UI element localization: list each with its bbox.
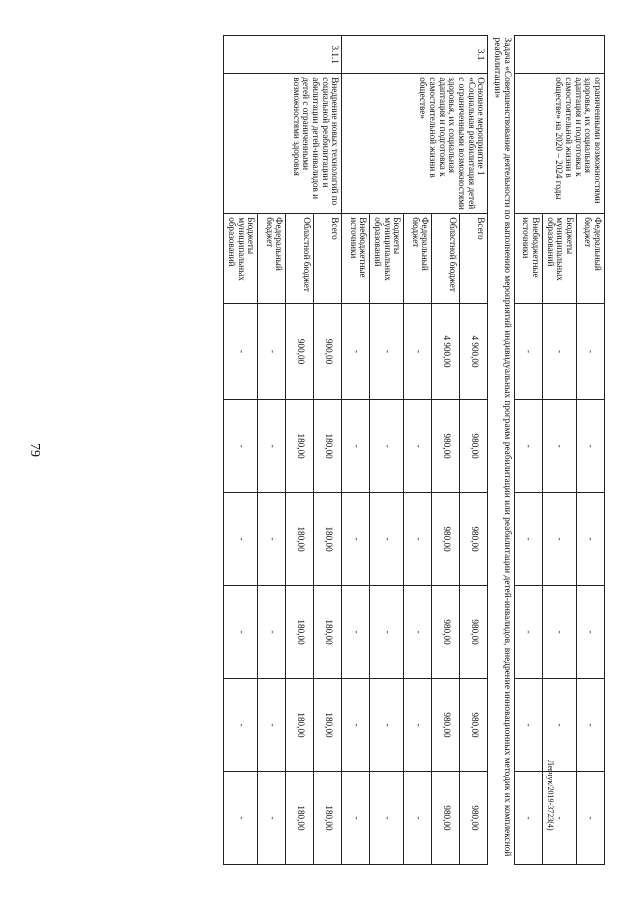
value-cell: -	[370, 586, 404, 679]
value-cell: 180,00	[314, 586, 342, 679]
source-cell: Внебюджетные источники	[342, 214, 370, 304]
page-number: 79	[27, 443, 42, 457]
value-cell: 180,00	[286, 586, 314, 679]
value-cell: -	[577, 679, 605, 772]
value-cell: -	[543, 586, 577, 679]
value-cell: -	[258, 493, 286, 586]
value-cell: 180,00	[314, 771, 342, 864]
value-cell: 900,00	[314, 303, 342, 399]
value-cell: 900,00	[286, 303, 314, 399]
source-cell: Бюджеты муниципальных образований	[224, 214, 258, 304]
value-cell: 180,00	[286, 493, 314, 586]
value-cell: -	[258, 679, 286, 772]
source-cell: Федеральный бюджет	[404, 214, 432, 304]
value-cell: 180,00	[314, 400, 342, 493]
value-cell: -	[342, 400, 370, 493]
value-cell: -	[515, 771, 543, 864]
value-cell: -	[224, 493, 258, 586]
value-cell: -	[577, 771, 605, 864]
source-cell: Бюджеты муниципальных образований	[543, 214, 577, 304]
value-cell: -	[404, 493, 432, 586]
value-cell: -	[258, 303, 286, 399]
table-row	[577, 36, 605, 865]
table-row	[460, 36, 488, 865]
value-cell: -	[404, 771, 432, 864]
value-cell: -	[370, 303, 404, 399]
value-cell: -	[370, 679, 404, 772]
value-cell: -	[577, 303, 605, 399]
value-cell: -	[577, 400, 605, 493]
value-cell: 980,00	[460, 586, 488, 679]
value-cell: -	[543, 400, 577, 493]
value-cell: -	[515, 586, 543, 679]
value-cell: 980,00	[432, 586, 460, 679]
value-cell: -	[515, 679, 543, 772]
value-cell: -	[404, 303, 432, 399]
value-cell: -	[370, 771, 404, 864]
rotated-table-page	[80, 35, 605, 865]
value-cell: -	[224, 303, 258, 399]
source-cell: Федеральный бюджет	[577, 214, 605, 304]
task-row	[488, 36, 515, 865]
value-cell: -	[258, 586, 286, 679]
value-cell: -	[370, 493, 404, 586]
value-cell: -	[404, 679, 432, 772]
value-cell: 180,00	[286, 400, 314, 493]
value-cell: -	[577, 586, 605, 679]
value-cell: 980,00	[432, 400, 460, 493]
source-cell: Бюджеты муниципальных образований	[370, 214, 404, 304]
item-name: Основное мероприятие 1 «Социальная реабилитация детей с ограниченными возможностями здоровья, их социальная адаптация и подготовка к самостоятельной жизни в обществе»	[342, 74, 488, 214]
source-cell: Всего	[314, 214, 342, 304]
value-cell: -	[515, 303, 543, 399]
value-cell: -	[258, 771, 286, 864]
value-cell: 180,00	[314, 493, 342, 586]
value-cell: 180,00	[314, 679, 342, 772]
value-cell: -	[543, 303, 577, 399]
task-heading: Задача «Совершенствование деятельности по выполнению мероприятий индивидуальных программ реабилитации или реабилитации детей-инвалидов, внедрение инновационных методик их комплексной реабилитации»	[488, 36, 515, 865]
item-number: 3.1.1	[224, 36, 342, 74]
value-cell: 980,00	[460, 493, 488, 586]
value-cell: -	[342, 679, 370, 772]
value-cell: 180,00	[286, 771, 314, 864]
value-cell: 4 900,00	[460, 303, 488, 399]
value-cell: -	[543, 679, 577, 772]
value-cell: -	[515, 493, 543, 586]
value-cell: -	[258, 400, 286, 493]
value-cell: -	[404, 400, 432, 493]
value-cell: -	[342, 771, 370, 864]
value-cell: -	[224, 679, 258, 772]
table-row	[314, 36, 342, 865]
value-cell: 980,00	[460, 679, 488, 772]
value-cell: -	[543, 493, 577, 586]
value-cell: 980,00	[432, 679, 460, 772]
value-cell: -	[224, 586, 258, 679]
value-cell: -	[577, 493, 605, 586]
item-number: 3.1	[342, 36, 488, 74]
item-name: Внедрение новых технологий по социальной реабилитации и абилитации детей-инвалидов и детей с ограниченными возможностями здоровья	[224, 74, 342, 214]
value-cell: -	[515, 400, 543, 493]
value-cell: 980,00	[460, 771, 488, 864]
value-cell: 980,00	[432, 493, 460, 586]
value-cell: 180,00	[286, 679, 314, 772]
source-cell: Областной бюджет	[286, 214, 314, 304]
source-cell: Федеральный бюджет	[258, 214, 286, 304]
source-cell: Областной бюджет	[432, 214, 460, 304]
prev-name-cell: ограниченными возможностями здоровья, их социальная адаптация и подготовка к самостоятельной жизни в обществе» на 2020 – 2024 годы	[515, 74, 605, 214]
value-cell: -	[224, 400, 258, 493]
prev-num-cell	[515, 36, 605, 74]
value-cell: 980,00	[432, 771, 460, 864]
source-cell: Всего	[460, 214, 488, 304]
value-cell: -	[543, 771, 577, 864]
program-funding-table	[223, 35, 605, 865]
value-cell: 4 900,00	[432, 303, 460, 399]
footer-code: Левчук/2019-3723(4)	[546, 760, 555, 831]
source-cell: Внебюджетные источники	[515, 214, 543, 304]
value-cell: -	[404, 586, 432, 679]
value-cell: -	[224, 771, 258, 864]
value-cell: -	[342, 303, 370, 399]
value-cell: -	[370, 400, 404, 493]
value-cell: -	[342, 586, 370, 679]
value-cell: 980,00	[460, 400, 488, 493]
value-cell: -	[342, 493, 370, 586]
